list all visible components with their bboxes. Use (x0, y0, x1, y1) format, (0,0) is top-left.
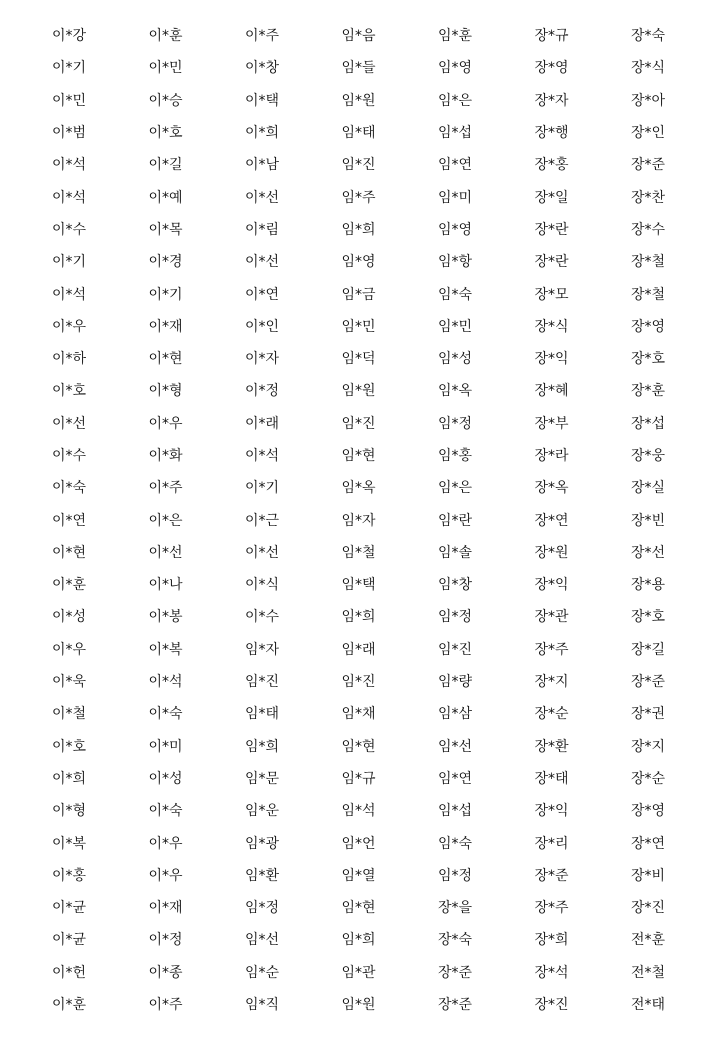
name-cell: 장*숙 (438, 932, 473, 949)
table-row (0, 246, 720, 278)
name-cell: 임*직 (245, 997, 280, 1014)
name-cell: 이*우 (148, 415, 183, 432)
name-cell: 이*우 (148, 867, 183, 884)
name-cell: 임*광 (245, 835, 280, 852)
name-cell: 임*희 (341, 932, 376, 949)
table-row (0, 537, 720, 569)
name-cell: 이*종 (148, 964, 183, 981)
name-cell: 장*자 (534, 92, 569, 109)
name-cell: 이*성 (148, 770, 183, 787)
name-cell: 임*태 (245, 706, 280, 723)
name-cell: 이*선 (245, 544, 280, 561)
name-cell: 임*원 (341, 92, 376, 109)
name-cell: 임*민 (341, 318, 376, 335)
name-cell: 장*부 (534, 415, 569, 432)
table-row (0, 698, 720, 730)
row-margin (0, 181, 52, 213)
name-cell: 이*현 (52, 544, 87, 561)
name-cell: 임*옥 (438, 383, 473, 400)
name-cell: 장*익 (534, 803, 569, 820)
name-cell: 이*재 (148, 318, 183, 335)
name-cell: 이*선 (245, 254, 280, 271)
name-cell: 이*재 (148, 900, 183, 917)
name-cell: 임*자 (341, 512, 376, 529)
name-cell: 임*정 (438, 415, 473, 432)
name-cell: 임*민 (438, 318, 473, 335)
table-row (0, 892, 720, 924)
name-cell: 이*수 (52, 448, 87, 464)
name-cell: 장*란 (534, 221, 569, 238)
name-cell: 장*태 (534, 770, 569, 787)
row-margin (0, 601, 52, 633)
name-cell: 이*훈 (52, 577, 87, 594)
name-cell: 이*석 (148, 674, 183, 691)
name-cell: 장*지 (534, 674, 569, 691)
name-cell: 이*호 (52, 738, 87, 755)
name-cell: 이*석 (52, 157, 87, 174)
name-cell: 장*홍 (534, 157, 569, 174)
name-cell: 임*운 (245, 803, 280, 820)
name-cell: 이*정 (245, 383, 280, 400)
name-cell: 이*훈 (148, 28, 183, 45)
table-row (0, 214, 720, 246)
name-cell: 임*관 (341, 964, 376, 981)
name-cell: 장*희 (534, 932, 569, 949)
name-cell: 이*선 (52, 415, 87, 432)
name-cell: 장*영 (631, 803, 666, 820)
row-margin (0, 860, 52, 892)
table-row (0, 278, 720, 310)
table-row (0, 989, 720, 1021)
name-cell: 장*옥 (534, 480, 569, 497)
name-cell: 장*혜 (534, 383, 569, 400)
name-cell: 임*현 (341, 900, 376, 917)
name-cell: 이*은 (148, 512, 183, 529)
name-cell: 이*석 (52, 286, 87, 303)
name-cell: 이*성 (52, 609, 87, 626)
name-cell: 전*철 (631, 964, 666, 981)
name-cell: 이*근 (245, 512, 280, 529)
name-cell: 임*희 (341, 221, 376, 238)
table-row (0, 343, 720, 375)
name-cell: 이*정 (148, 932, 183, 949)
name-cell: 임*진 (341, 415, 376, 432)
name-cell: 장*연 (534, 512, 569, 529)
name-cell: 임*섭 (438, 125, 473, 142)
name-cell: 장*일 (534, 189, 569, 206)
table-row (0, 504, 720, 536)
name-cell: 임*솔 (438, 544, 473, 561)
name-cell: 장*식 (534, 318, 569, 335)
name-cell: 임*현 (341, 448, 376, 464)
name-cell: 임*진 (341, 157, 376, 174)
name-cell: 임*열 (341, 867, 376, 884)
name-cell: 임*항 (438, 254, 473, 271)
name-cell: 장*준 (534, 867, 569, 884)
name-cell: 임*택 (341, 577, 376, 594)
row-margin (0, 214, 52, 246)
name-cell: 임*음 (341, 28, 376, 45)
name-cell: 장*섭 (631, 415, 666, 432)
name-cell: 장*준 (631, 674, 666, 691)
name-cell: 이*우 (52, 641, 87, 658)
name-cell: 이*택 (245, 92, 280, 109)
name-cell: 장*수 (631, 221, 666, 238)
name-cell: 임*석 (341, 803, 376, 820)
name-cell: 임*란 (438, 512, 473, 529)
name-cell: 장*훈 (631, 383, 666, 400)
name-cell: 임*자 (245, 641, 280, 658)
name-cell: 임*진 (341, 674, 376, 691)
name-cell: 전*훈 (631, 932, 666, 949)
name-cell: 임*정 (438, 609, 473, 626)
name-cell: 이*복 (52, 835, 87, 852)
name-cell: 이*균 (52, 900, 87, 917)
name-cell: 장*철 (631, 254, 666, 271)
name-cell: 이*훈 (52, 997, 87, 1014)
name-cell: 장*권 (631, 706, 666, 723)
name-cell: 임*현 (341, 738, 376, 755)
name-cell: 임*덕 (341, 351, 376, 368)
name-cell: 전*태 (631, 997, 666, 1014)
name-cell: 이*기 (245, 480, 280, 497)
row-margin (0, 957, 52, 989)
name-cell: 장*진 (631, 900, 666, 917)
name-cell: 장*익 (534, 577, 569, 594)
name-cell: 임*홍 (438, 448, 473, 464)
table-row (0, 860, 720, 892)
name-cell: 장*영 (631, 318, 666, 335)
name-cell: 장*규 (534, 28, 569, 45)
name-cell: 임*태 (341, 125, 376, 142)
name-list-table (0, 20, 720, 1021)
name-cell: 이*미 (148, 738, 183, 755)
name-cell: 임*원 (341, 997, 376, 1014)
name-cell: 임*선 (438, 738, 473, 755)
name-cell: 이*형 (52, 803, 87, 820)
name-cell: 장*을 (438, 900, 473, 917)
name-cell: 장*순 (534, 706, 569, 723)
name-cell: 임*환 (245, 867, 280, 884)
name-cell: 이*헌 (52, 964, 87, 981)
name-cell: 이*석 (245, 448, 280, 464)
row-margin (0, 989, 52, 1021)
row-margin (0, 924, 52, 956)
name-cell: 장*순 (631, 770, 666, 787)
name-cell: 이*기 (52, 60, 87, 77)
name-list-body (0, 20, 720, 1021)
name-cell: 이*기 (52, 254, 87, 271)
name-cell: 이*우 (148, 835, 183, 852)
name-cell: 이*기 (148, 286, 183, 303)
table-row (0, 472, 720, 504)
name-cell: 임*진 (245, 674, 280, 691)
name-cell: 이*예 (148, 189, 183, 206)
name-cell: 이*철 (52, 706, 87, 723)
name-cell: 임*미 (438, 189, 473, 206)
name-cell: 이*주 (245, 28, 280, 45)
table-row (0, 666, 720, 698)
name-cell: 이*숙 (148, 803, 183, 820)
name-cell: 임*연 (438, 770, 473, 787)
name-cell: 임*규 (341, 770, 376, 787)
name-cell: 이*인 (245, 318, 280, 335)
name-cell: 임*창 (438, 577, 473, 594)
row-margin (0, 537, 52, 569)
name-cell: 이*남 (245, 157, 280, 174)
table-row (0, 569, 720, 601)
table-row (0, 408, 720, 440)
row-margin (0, 731, 52, 763)
row-margin (0, 375, 52, 407)
name-cell: 임*들 (341, 60, 376, 77)
row-margin (0, 408, 52, 440)
row-margin (0, 20, 52, 52)
name-cell: 임*원 (341, 383, 376, 400)
row-margin (0, 85, 52, 117)
name-cell: 임*섭 (438, 803, 473, 820)
name-cell: 임*영 (438, 60, 473, 77)
name-cell: 장*용 (631, 577, 666, 594)
name-cell: 임*금 (341, 286, 376, 303)
name-cell: 임*철 (341, 544, 376, 561)
name-cell: 이*길 (148, 157, 183, 174)
name-cell: 이*선 (245, 189, 280, 206)
name-cell: 장*관 (534, 609, 569, 626)
name-cell: 이*민 (148, 60, 183, 77)
name-cell: 장*지 (631, 738, 666, 755)
name-cell: 임*희 (341, 609, 376, 626)
name-cell: 장*원 (534, 544, 569, 561)
row-margin (0, 698, 52, 730)
table-row (0, 20, 720, 52)
name-cell: 임*선 (245, 932, 280, 949)
name-cell: 임*량 (438, 674, 473, 691)
name-cell: 장*인 (631, 125, 666, 142)
name-cell: 장*환 (534, 738, 569, 755)
name-cell: 장*아 (631, 92, 666, 109)
name-cell: 이*승 (148, 92, 183, 109)
row-margin (0, 343, 52, 375)
name-cell: 이*균 (52, 932, 87, 949)
name-cell: 임*영 (438, 221, 473, 238)
table-row (0, 311, 720, 343)
name-cell: 임*숙 (438, 286, 473, 303)
name-cell: 이*현 (148, 351, 183, 368)
name-cell: 이*희 (52, 770, 87, 787)
name-cell: 이*형 (148, 383, 183, 400)
row-margin (0, 569, 52, 601)
table-row (0, 763, 720, 795)
row-margin (0, 440, 52, 472)
name-cell: 장*연 (631, 835, 666, 852)
row-margin (0, 246, 52, 278)
name-cell: 장*영 (534, 60, 569, 77)
name-cell: 이*자 (245, 351, 280, 368)
table-row (0, 85, 720, 117)
name-cell: 이*주 (148, 480, 183, 497)
name-cell: 장*익 (534, 351, 569, 368)
table-row (0, 440, 720, 472)
name-cell: 장*선 (631, 544, 666, 561)
table-row (0, 117, 720, 149)
name-cell: 장*준 (631, 157, 666, 174)
name-cell: 이*홍 (52, 867, 87, 884)
name-cell: 이*수 (245, 609, 280, 626)
table-row (0, 149, 720, 181)
name-cell: 이*우 (52, 318, 87, 335)
name-cell: 임*훈 (438, 28, 473, 45)
name-cell: 임*정 (245, 900, 280, 917)
name-cell: 임*연 (438, 157, 473, 174)
name-cell: 이*수 (52, 221, 87, 238)
name-cell: 장*숙 (631, 28, 666, 45)
name-cell: 장*주 (534, 900, 569, 917)
name-cell: 장*진 (534, 997, 569, 1014)
row-margin (0, 892, 52, 924)
name-cell: 임*문 (245, 770, 280, 787)
table-row (0, 181, 720, 213)
table-row (0, 827, 720, 859)
name-cell: 임*숙 (438, 835, 473, 852)
name-cell: 장*찬 (631, 189, 666, 206)
name-cell: 이*복 (148, 641, 183, 658)
name-cell: 임*은 (438, 92, 473, 109)
row-margin (0, 504, 52, 536)
name-cell: 이*희 (245, 125, 280, 142)
name-cell: 이*욱 (52, 674, 87, 691)
name-cell: 장*준 (438, 964, 473, 981)
name-cell: 장*모 (534, 286, 569, 303)
name-cell: 이*민 (52, 92, 87, 109)
name-cell: 임*은 (438, 480, 473, 497)
name-cell: 임*진 (438, 641, 473, 658)
name-cell: 임*주 (341, 189, 376, 206)
name-cell: 이*화 (148, 448, 183, 464)
row-margin (0, 311, 52, 343)
name-cell: 이*범 (52, 125, 87, 142)
row-margin (0, 634, 52, 666)
name-cell: 이*강 (52, 28, 87, 45)
name-cell: 이*봉 (148, 609, 183, 626)
name-cell: 장*란 (534, 254, 569, 271)
row-margin (0, 827, 52, 859)
name-cell: 장*실 (631, 480, 666, 497)
name-cell: 이*경 (148, 254, 183, 271)
name-cell: 이*연 (245, 286, 280, 303)
name-cell: 장*웅 (631, 448, 666, 464)
table-row (0, 375, 720, 407)
name-cell: 이*호 (52, 383, 87, 400)
name-cell: 장*비 (631, 867, 666, 884)
name-cell: 장*주 (534, 641, 569, 658)
name-cell: 임*옥 (341, 480, 376, 497)
name-cell: 임*순 (245, 964, 280, 981)
name-cell: 장*철 (631, 286, 666, 303)
name-cell: 이*림 (245, 221, 280, 238)
name-cell: 이*식 (245, 577, 280, 594)
name-cell: 이*선 (148, 544, 183, 561)
name-cell: 임*채 (341, 706, 376, 723)
name-cell: 임*삼 (438, 706, 473, 723)
name-cell: 이*래 (245, 415, 280, 432)
name-cell: 장*식 (631, 60, 666, 77)
name-cell: 이*창 (245, 60, 280, 77)
name-cell: 이*연 (52, 512, 87, 529)
name-cell: 이*숙 (148, 706, 183, 723)
name-cell: 임*성 (438, 351, 473, 368)
row-margin (0, 795, 52, 827)
name-cell: 이*석 (52, 189, 87, 206)
name-cell: 임*래 (341, 641, 376, 658)
name-cell: 이*호 (148, 125, 183, 142)
name-cell: 장*길 (631, 641, 666, 658)
row-margin (0, 52, 52, 84)
row-margin (0, 278, 52, 310)
name-cell: 장*호 (631, 609, 666, 626)
name-cell: 임*희 (245, 738, 280, 755)
table-row (0, 957, 720, 989)
name-cell: 장*준 (438, 997, 473, 1014)
name-cell: 이*주 (148, 997, 183, 1014)
name-cell: 이*나 (148, 577, 183, 594)
row-margin (0, 763, 52, 795)
name-cell: 장*행 (534, 125, 569, 142)
name-cell: 임*영 (341, 254, 376, 271)
name-cell: 임*언 (341, 835, 376, 852)
row-margin (0, 472, 52, 504)
name-cell: 장*호 (631, 351, 666, 368)
table-row (0, 924, 720, 956)
name-cell: 장*빈 (631, 512, 666, 529)
row-margin (0, 117, 52, 149)
name-cell: 이*하 (52, 351, 87, 368)
name-cell: 장*리 (534, 835, 569, 852)
name-cell: 이*숙 (52, 480, 87, 497)
row-margin (0, 666, 52, 698)
name-cell: 이*목 (148, 221, 183, 238)
table-row (0, 601, 720, 633)
table-row (0, 52, 720, 84)
name-cell: 임*정 (438, 867, 473, 884)
name-cell: 장*라 (534, 448, 569, 464)
name-cell: 장*석 (534, 964, 569, 981)
table-row (0, 795, 720, 827)
table-row (0, 731, 720, 763)
row-margin (0, 149, 52, 181)
table-row (0, 634, 720, 666)
